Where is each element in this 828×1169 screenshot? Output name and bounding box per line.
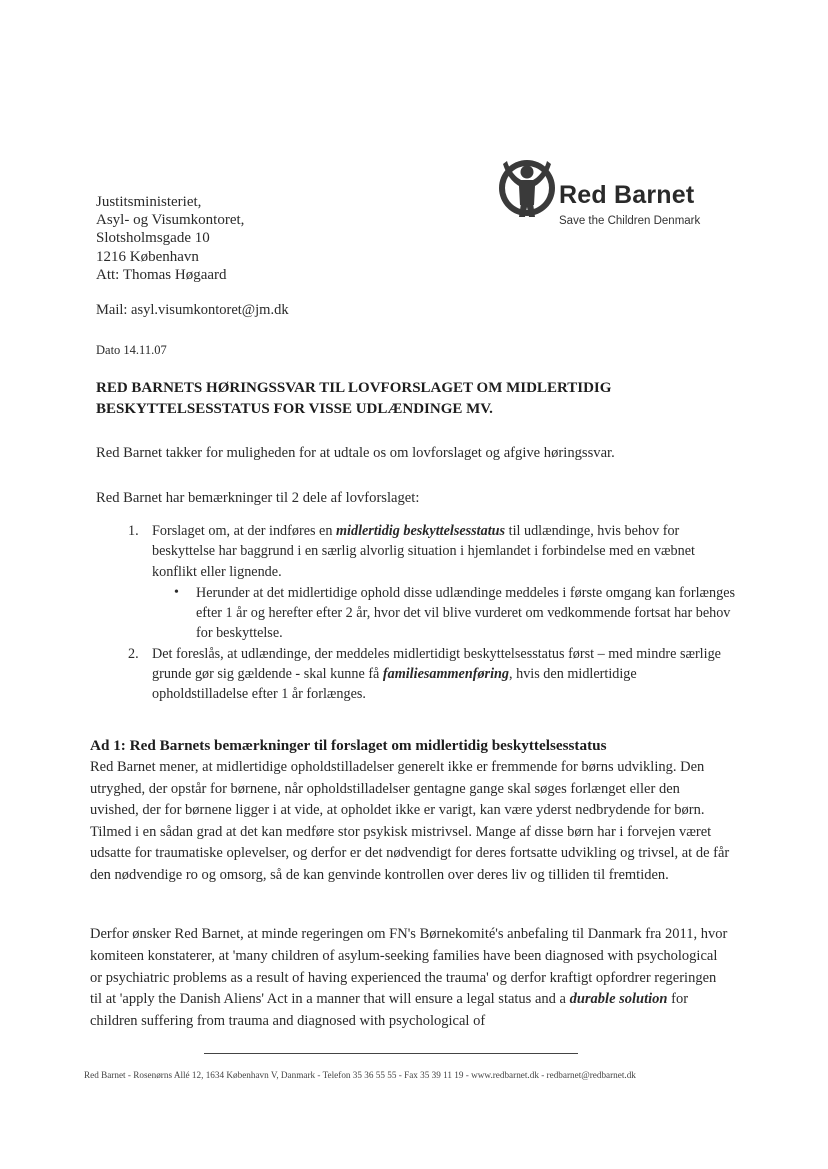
mail-line: Mail: asyl.visumkontoret@jm.dk: [96, 302, 289, 318]
list-item: [96, 521, 736, 582]
address-line: Att: Thomas Høgaard: [96, 266, 227, 283]
document-heading: RED BARNETS HØRINGSSVAR TIL LOVFORSLAGET OM MIDLERTIDIG BESKYTTELSESSTATUS FOR VISSE UDLÆNDINGE MV.: [96, 380, 612, 417]
date-line: Dato 14.11.07: [96, 343, 167, 357]
list-item: [96, 644, 736, 705]
recipient-address: [96, 193, 244, 284]
committee-paragraph: [90, 924, 730, 1033]
logo-tagline: Save the Children Denmark: [559, 215, 701, 227]
list-number: 2.: [128, 645, 139, 662]
section-title: Ad 1: Red Barnets bemærkninger til forslaget om midlertidig beskyttelsesstatus: [90, 737, 607, 754]
logo-name: Red Barnet: [559, 181, 695, 209]
address-line: 1216 København: [96, 248, 199, 265]
list-item-emphasis: familiesammenføring: [382, 666, 510, 683]
list-number: 1.: [128, 523, 139, 539]
paragraph-emphasis: durable solution: [569, 991, 668, 1008]
list-item-emphasis: midlertidig beskyttelsesstatus: [336, 523, 506, 539]
paragraph-text: for children suffering from trauma and diagnosed with psychological of: [90, 991, 689, 1030]
address-line: Asyl- og Visumkontoret,: [96, 212, 245, 229]
footer-divider: [204, 1053, 578, 1054]
remarks-intro-paragraph: Red Barnet har bemærkninger til 2 dele af lovforslaget:: [96, 490, 420, 506]
footer-contact: Red Barnet - Rosenørns Allé 12, 1634 København V, Danmark - Telefon 35 36 55 55 - Fax 35 39 11 19 - www.redbarnet.dk - redbarnet@redbarnet.dk: [84, 1070, 636, 1080]
paragraph-text: Derfor ønsker Red Barnet, at minde regeringen om FN's Børnekomité's anbefaling til Danmark fra 2011, hvor komiteen konstaterer, at 'many children of asylum-seeking families have been diagnosed with psychological or psychiatric problems as a result of having experienced the trauma' og derfor kraftigt opfordrer regeringen til at 'apply the Danish Aliens' Act in a manner that will ensure a legal status and a: [90, 926, 728, 1008]
section-body: Red Barnet mener, at midlertidige opholdstilladelser generelt ikke er fremmende for børns udvikling. Den utryghed, der opstår for børnene, når opholdstilladelser gentagne gange skal søges forlænget eller den uvished, der for børnene ligger i at vide, at opholdet ikke er varigt, kan være yderst nedbrydende for børn. Tilmed i en sådan grad at det kan medføre stor psykisk mistrivsel. Mange af disse børn har i forvejen været udsatte for traumatiske oplevelser, og derfor er det nødvendigt for deres fortsatte udvikling og trivsel, at de får den nødvendige ro og omsorg, så de kan genvinde kontrollen over deres liv og tilliden til fremtiden.: [90, 759, 730, 883]
list-item-text: Det foreslås, at udlændinge, der meddeles midlertidigt beskyttelsesstatus først – med mindre særlige grunde gør sig gældende - skal kunne få: [152, 645, 721, 683]
red-barnet-logo: [497, 155, 727, 235]
list-item-text: Forslaget om, at der indføres en: [152, 523, 336, 539]
list-item-text: , hvis den midlertidige opholdstilladelse efter 1 år forlænges.: [152, 666, 637, 703]
remarks-list: [96, 521, 736, 706]
sub-list-item-text: Herunder at det midlertidige ophold disse udlændinge meddeles i første omgang kan forlænges efter 1 år og herefter efter 2 år, hvor det vil blive vurderet om vedkommende fortsat har behov for beskyttelse.: [196, 584, 736, 642]
intro-paragraph: Red Barnet takker for muligheden for at udtale os om lovforslaget og afgive høringssvar.: [96, 445, 615, 461]
sub-list-item: [96, 583, 736, 644]
list-item-text: til udlændinge, hvis behov for beskyttelse har baggrund i en særlig alvorlig situation i hjemlandet i forbindelse med en væbnet konflikt eller lignende.: [152, 523, 695, 580]
bullet: •: [174, 584, 179, 600]
child-figure-logo-icon: [497, 155, 557, 221]
address-line: Justitsministeriet,: [96, 194, 202, 210]
address-line: Slotsholmsgade 10: [96, 230, 210, 247]
